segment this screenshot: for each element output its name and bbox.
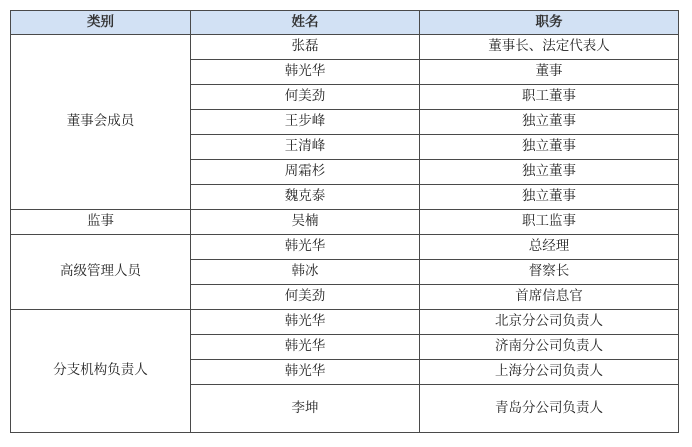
table-row	[11, 35, 679, 60]
name-cell: 何美劲	[191, 85, 420, 110]
position-cell: 北京分公司负责人	[420, 310, 679, 335]
position-cell: 职工监事	[420, 210, 679, 235]
header-row	[11, 11, 679, 35]
header-category: 类别	[11, 11, 191, 35]
position-cell: 董事长、法定代表人	[420, 35, 679, 60]
name-cell: 李坤	[191, 385, 420, 433]
category-cell: 董事会成员	[11, 35, 191, 210]
name-cell: 魏克泰	[191, 185, 420, 210]
category-cell: 分支机构负责人	[11, 310, 191, 433]
position-cell: 青岛分公司负责人	[420, 385, 679, 433]
position-cell: 独立董事	[420, 110, 679, 135]
name-cell: 张磊	[191, 35, 420, 60]
name-cell: 韩光华	[191, 60, 420, 85]
position-cell: 职工董事	[420, 85, 679, 110]
name-cell: 韩冰	[191, 260, 420, 285]
position-cell: 总经理	[420, 235, 679, 260]
name-cell: 吴楠	[191, 210, 420, 235]
position-cell: 董事	[420, 60, 679, 85]
position-cell: 上海分公司负责人	[420, 360, 679, 385]
header-position: 职务	[420, 11, 679, 35]
position-cell: 济南分公司负责人	[420, 335, 679, 360]
header-name: 姓名	[191, 11, 420, 35]
category-cell: 监事	[11, 210, 191, 235]
table-row	[11, 310, 679, 335]
table-row	[11, 235, 679, 260]
name-cell: 韩光华	[191, 310, 420, 335]
position-cell: 独立董事	[420, 135, 679, 160]
name-cell: 韩光华	[191, 360, 420, 385]
name-cell: 何美劲	[191, 285, 420, 310]
position-cell: 独立董事	[420, 160, 679, 185]
name-cell: 周霜杉	[191, 160, 420, 185]
position-cell: 督察长	[420, 260, 679, 285]
table-row	[11, 210, 679, 235]
name-cell: 王清峰	[191, 135, 420, 160]
position-cell: 独立董事	[420, 185, 679, 210]
personnel-table	[10, 10, 679, 433]
category-cell: 高级管理人员	[11, 235, 191, 310]
name-cell: 韩光华	[191, 235, 420, 260]
name-cell: 韩光华	[191, 335, 420, 360]
position-cell: 首席信息官	[420, 285, 679, 310]
name-cell: 王步峰	[191, 110, 420, 135]
